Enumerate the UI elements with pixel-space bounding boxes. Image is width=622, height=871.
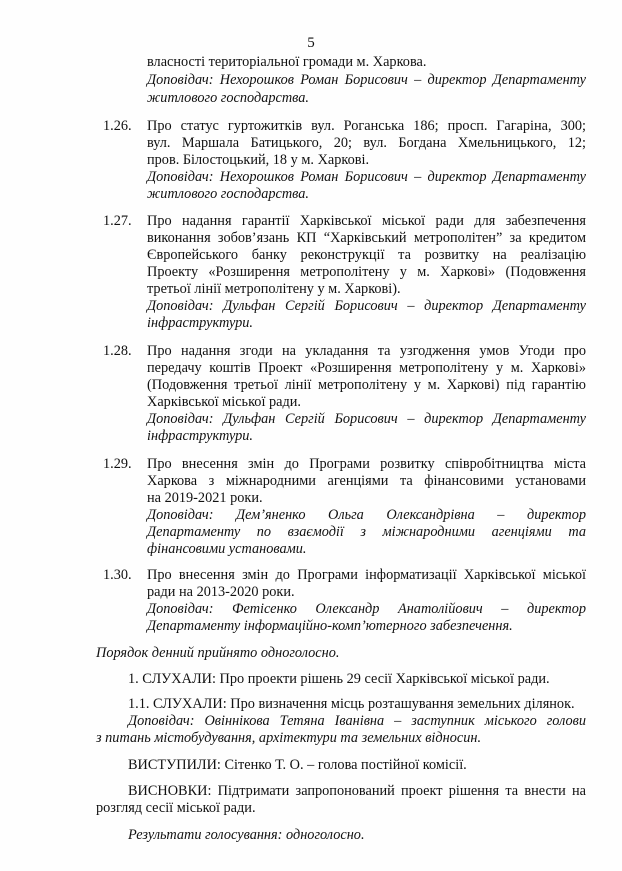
heard-1-1-text: Про визначення місць розташування земельних ділянок. <box>226 696 575 712</box>
item-number: 1.29. <box>103 456 132 472</box>
spoke-text: Сітенко Т. О. – голова постійної комісії. <box>220 757 467 773</box>
item-speaker-line: Доповідач: Дем’яненко Ольга Олександрівна – директор <box>147 507 586 523</box>
heard-1-label: 1. СЛУХАЛИ: <box>128 671 216 687</box>
item-text-line: передачу коштів Проект «Розширення метрополітену у м. Харкові» <box>147 360 586 376</box>
heard-1-text: Про проекти рішень 29 сесії Харківської міської ради. <box>215 671 550 687</box>
item-speaker-line: Доповідач: Дульфан Сергій Борисович – директор Департаменту <box>147 411 586 427</box>
item-text-line: (Подовження третьої лінії метрополітену у м. Харкові) під гарантію <box>147 377 586 393</box>
item-number: 1.28. <box>103 343 132 359</box>
item-text-line: Про надання гарантії Харківської міської ради для забезпечення <box>147 213 586 229</box>
item-text-line: пров. Білостоцький, 18 у м. Харкові. <box>147 152 370 168</box>
item-speaker-line: Доповідач: Дульфан Сергій Борисович – директор Департаменту <box>147 298 586 314</box>
item-text-line: Європейського банку реконструкції та розвитку на реалізацію <box>147 247 586 263</box>
item-number: 1.30. <box>103 567 132 583</box>
heard-1-1-speaker-line: Доповідач: Овіннікова Тетяна Іванівна – заступник міського голови <box>128 713 586 729</box>
vote-results: Результати голосування: одноголосно. <box>128 827 365 843</box>
item-text-line: ради на 2013-2020 роки. <box>147 584 295 600</box>
item-text-line: Проекту «Розширення метрополітену у м. Харкові» (Подовження <box>147 264 586 280</box>
item-speaker-line: житлового господарства. <box>147 186 310 202</box>
conclusions-label: ВИСНОВКИ: <box>128 783 212 799</box>
item-text-line: Про внесення змін до Програми розвитку співробітництва міста <box>147 456 586 472</box>
item-speaker-line: Доповідач: Нехорошков Роман Борисович – директор Департаменту <box>147 169 586 185</box>
item-text-line: на 2019-2021 роки. <box>147 490 263 506</box>
item-text-line: третьої лінії метрополітену у м. Харкові). <box>147 281 401 297</box>
item-speaker-line: Доповідач: Фетісенко Олександр Анатолійович – директор <box>147 601 586 617</box>
heard-1-1 <box>128 696 575 713</box>
heard-1 <box>128 671 550 688</box>
item-number: 1.27. <box>103 213 132 229</box>
item-speaker-line: фінансовими установами. <box>147 541 307 557</box>
item-number: 1.26. <box>103 118 132 134</box>
item-text-line: виконання зобов’язань КП “Харківський метрополітен” за кредитом <box>147 230 586 246</box>
item-text-line: Про надання згоди на укладання та узгодження умов Угоди про <box>147 343 586 359</box>
heard-1-1-label: 1.1. СЛУХАЛИ: <box>128 696 227 712</box>
item-text-line: Харківської міської ради. <box>147 394 301 410</box>
intro-speaker-line: житлового господарства. <box>147 90 310 106</box>
heard-1-1-speaker-line: з питань містобудування, архітектури та земельних відносин. <box>96 730 482 746</box>
item-text-line: Про внесення змін до Програми інформатизації Харківської міської <box>147 567 586 583</box>
conclusions-line <box>128 783 586 800</box>
item-speaker-line: Департаменту інформаційно-комп’ютерного забезпечення. <box>147 618 513 634</box>
intro-line: власності територіальної громади м. Харкова. <box>147 54 427 70</box>
item-text-line: вул. Маршала Батицького, 20; вул. Богдана Хмельницького, 12; <box>147 135 586 151</box>
conclusions-line: розгляд сесії міської ради. <box>96 800 256 816</box>
conclusions-text: Підтримати запропонований проект рішення та внести на <box>211 783 586 799</box>
item-speaker-line: інфраструктури. <box>147 315 253 331</box>
page-number: 5 <box>307 35 315 51</box>
spoke-label: ВИСТУПИЛИ: <box>128 757 221 773</box>
item-text-line: Про статус гуртожитків вул. Роганська 186; просп. Гагаріна, 300; <box>147 118 586 134</box>
spoke <box>128 757 467 774</box>
intro-speaker-line: Доповідач: Нехорошков Роман Борисович – директор Департаменту <box>147 72 586 88</box>
item-text-line: Харкова з міжнародними агенціями та фінансовими установами <box>147 473 586 489</box>
item-speaker-line: Департаменту по взаємодії з міжнародними агенціями та <box>147 524 586 540</box>
agenda-adopted: Порядок денний прийнято одноголосно. <box>96 645 340 661</box>
item-speaker-line: інфраструктури. <box>147 428 253 444</box>
